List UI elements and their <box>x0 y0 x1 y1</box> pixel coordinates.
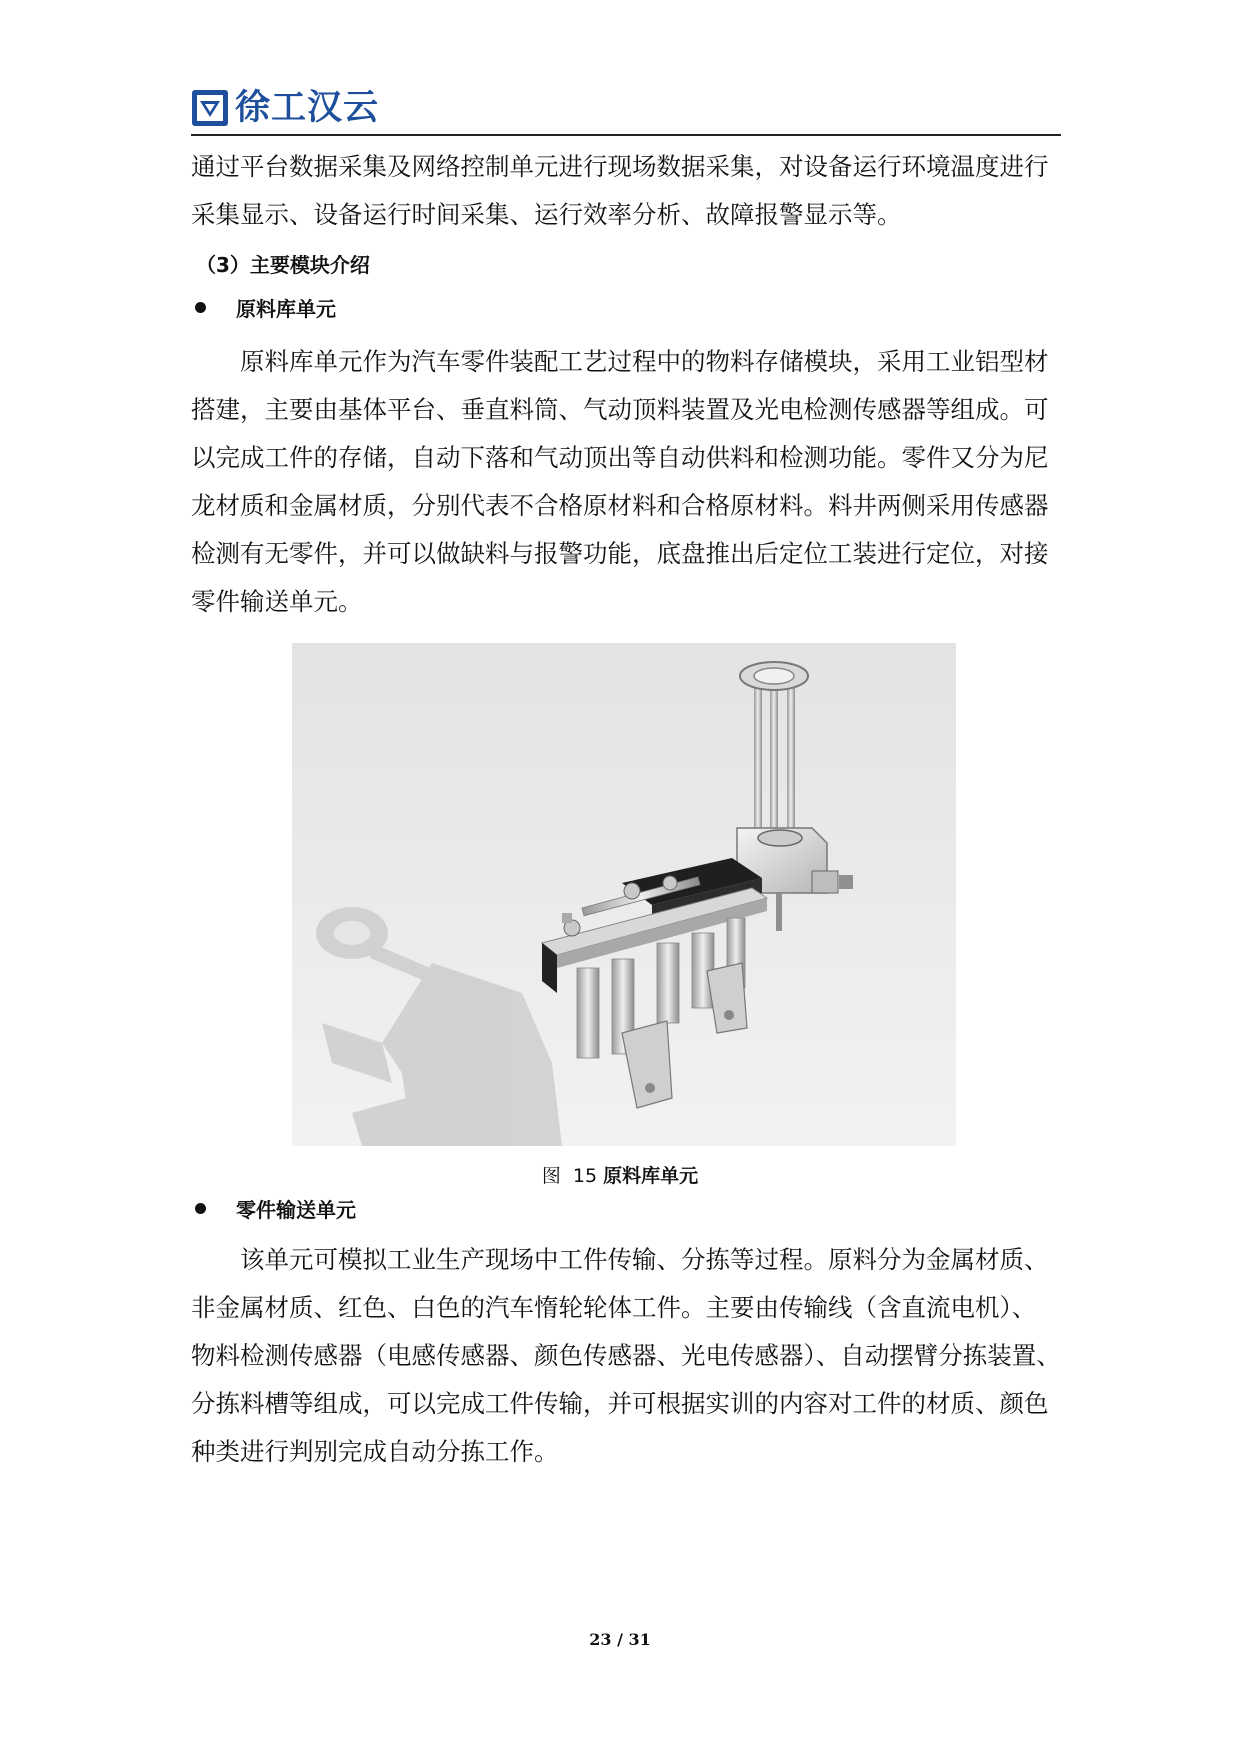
paragraph-line: 物料检测传感器（电感传感器、颜色传感器、光电传感器）、自动摆臂分拣装置、 <box>191 1341 1061 1370</box>
logo-mark-icon <box>191 89 229 127</box>
paragraph-line: 非金属材质、红色、白色的汽车惰轮轮体工件。主要由传输线（含直流电机）、 <box>191 1293 1037 1322</box>
section-heading: （3）主要模块介绍 <box>196 253 370 277</box>
paragraph-line: 检测有无零件，并可以做缺料与报警功能，底盘推出后定位工装进行定位，对接 <box>191 539 1049 568</box>
raw-material-unit-figure <box>292 643 956 1146</box>
paragraph-line: 原料库单元作为汽车零件装配工艺过程中的物料存储模块，采用工业铝型材 <box>240 347 1049 376</box>
intro-line: 采集显示、设备运行时间采集、运行效率分析、故障报警显示等。 <box>191 200 902 229</box>
figure-caption <box>0 1161 1240 1188</box>
intro-line: 通过平台数据采集及网络控制单元进行现场数据采集，对设备运行环境温度进行 <box>191 152 1049 181</box>
module-title: 零件输送单元 <box>236 1197 356 1222</box>
module-title: 原料库单元 <box>236 296 336 321</box>
page-separator: / <box>617 1630 623 1649</box>
page-current: 23 <box>589 1630 612 1649</box>
intro-paragraph <box>191 143 1061 239</box>
figure-title: 原料库单元 <box>603 1165 699 1187</box>
paragraph-line: 种类进行判别完成自动分拣工作。 <box>191 1437 559 1466</box>
page-number <box>0 1630 1240 1649</box>
figure-number: 15 <box>572 1165 598 1187</box>
figure-label: 图 <box>541 1165 561 1187</box>
module-raw-material-paragraph <box>191 338 1061 626</box>
paragraph-line: 龙材质和金属材质，分别代表不合格原材料和合格原材料。料井两侧采用传感器 <box>191 491 1049 520</box>
logo-text: 徐工汉云 <box>235 88 380 128</box>
module-part-conveyor-heading <box>191 1193 356 1223</box>
bullet-icon <box>195 1203 206 1214</box>
paragraph-line: 分拣料槽等组成，可以完成工件传输，并可根据实训的内容对工件的材质、颜色 <box>191 1389 1049 1418</box>
module-raw-material-heading <box>191 292 336 322</box>
paragraph-line: 以完成工件的存储，自动下落和气动顶出等自动供料和检测功能。零件又分为尼 <box>191 443 1049 472</box>
module-part-conveyor-paragraph <box>191 1236 1061 1476</box>
page-header <box>191 86 1061 134</box>
bullet-icon <box>195 302 206 313</box>
page-total: 31 <box>628 1630 651 1649</box>
paragraph-line: 搭建，主要由基体平台、垂直料筒、气动顶料装置及光电检测传感器等组成。可 <box>191 395 1049 424</box>
paragraph-line: 零件输送单元。 <box>191 587 363 616</box>
paragraph-line: 该单元可模拟工业生产现场中工件传输、分拣等过程。原料分为金属材质、 <box>240 1245 1049 1274</box>
company-logo <box>191 86 379 130</box>
header-divider <box>191 134 1061 136</box>
